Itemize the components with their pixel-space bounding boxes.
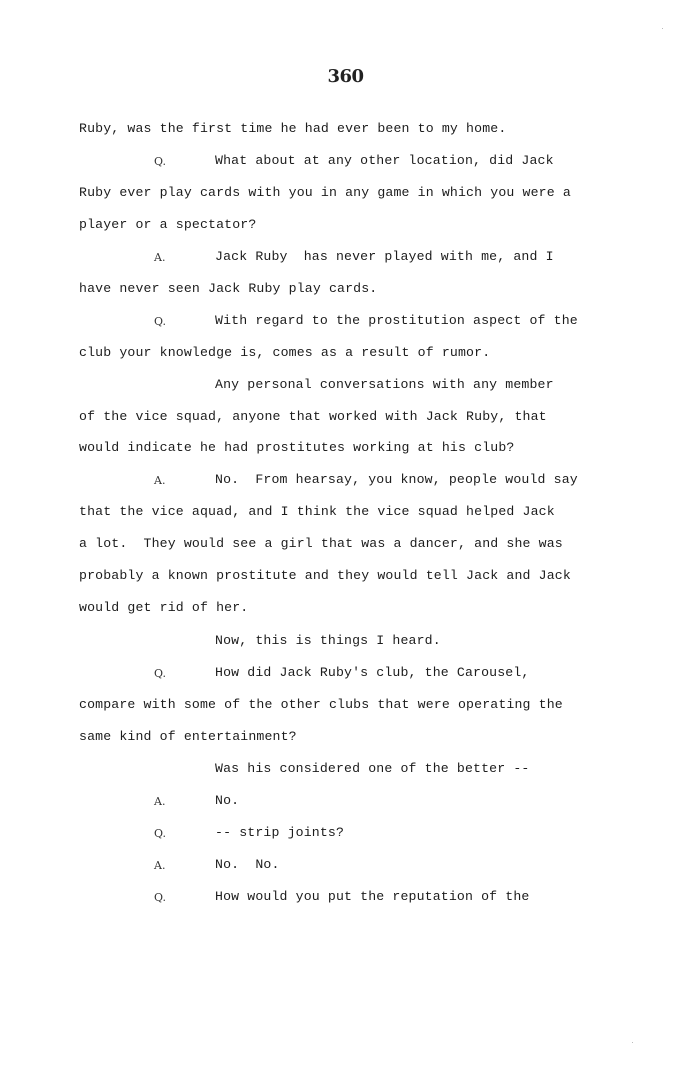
transcript-line: With regard to the prostitution aspect of the <box>215 313 578 328</box>
transcript-line: compare with some of the other clubs that were operating the <box>79 697 563 712</box>
transcript-line: Now, this is things I heard. <box>215 633 441 648</box>
transcript-line: Ruby, was the first time he had ever been to my home. <box>79 121 507 136</box>
question-marker: Q. <box>154 891 166 904</box>
transcript-line: player or a spectator? <box>79 217 257 232</box>
transcript-line: How did Jack Ruby's club, the Carousel, <box>215 665 530 680</box>
transcript-line: would indicate he had prostitutes working at his club? <box>79 440 515 455</box>
transcript-line: How would you put the reputation of the <box>215 889 530 904</box>
answer-marker: A. <box>154 795 166 808</box>
transcript-line: Was his considered one of the better -- <box>215 761 530 776</box>
answer-marker: A. <box>154 474 166 487</box>
question-marker: Q. <box>154 667 166 680</box>
transcript-line: Any personal conversations with any member <box>215 377 554 392</box>
scan-speck <box>632 1042 633 1043</box>
transcript-line: Ruby ever play cards with you in any game in which you were a <box>79 185 571 200</box>
question-marker: Q. <box>154 827 166 840</box>
answer-marker: A. <box>154 859 166 872</box>
transcript-line: club your knowledge is, comes as a result of rumor. <box>79 345 491 360</box>
transcript-line: What about at any other location, did Jack <box>215 153 554 168</box>
transcript-line: of the vice squad, anyone that worked with Jack Ruby, that <box>79 409 547 424</box>
transcript-line: No. No. <box>215 857 280 872</box>
scan-speck <box>662 28 663 29</box>
transcript-line: that the vice aquad, and I think the vice squad helped Jack <box>79 504 555 519</box>
page-number: 360 <box>327 66 364 87</box>
answer-marker: A. <box>154 251 166 264</box>
question-marker: Q. <box>154 315 166 328</box>
transcript-line: would get rid of her. <box>79 600 249 615</box>
transcript-line: Jack Ruby has never played with me, and I <box>215 249 554 264</box>
transcript-line: probably a known prostitute and they would tell Jack and Jack <box>79 568 571 583</box>
transcript-line: No. <box>215 793 240 808</box>
transcript-line: No. From hearsay, you know, people would say <box>215 472 578 487</box>
transcript-line: have never seen Jack Ruby play cards. <box>79 281 378 296</box>
transcript-line: same kind of entertainment? <box>79 729 297 744</box>
question-marker: Q. <box>154 155 166 168</box>
transcript-line: a lot. They would see a girl that was a dancer, and she was <box>79 536 563 551</box>
transcript-line: -- strip joints? <box>215 825 345 840</box>
